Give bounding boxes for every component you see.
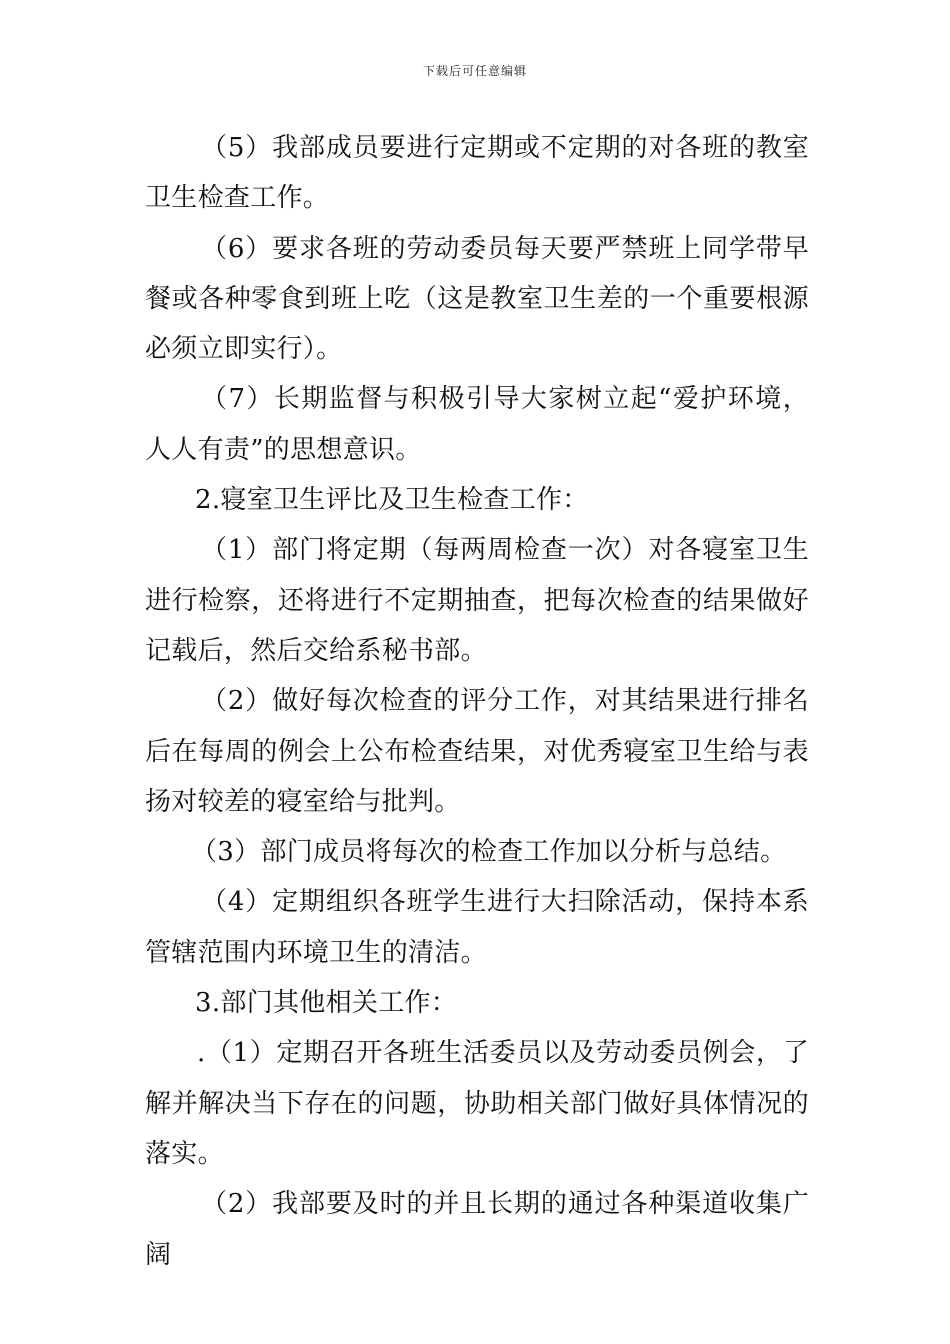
paragraph-dorm-item-2: （2）做好每次检查的评分工作，对其结果进行排名后在每周的例会上公布检查结果，对优秀寝室卫生给与表扬对较差的寝室给与批判。: [145, 686, 809, 817]
paragraph-dorm-item-3: （3）部门成员将每次的检查工作加以分析与总结。: [191, 837, 787, 868]
section-heading-other-work: 3.部门其他相关工作：: [195, 988, 458, 1019]
document-body: [145, 123, 809, 1280]
paragraph-other-item-1: .（1）定期召开各班生活委员以及劳动委员例会，了解并解决当下存在的问题，协助相关部门做好具体情况的落实。: [145, 1038, 809, 1169]
page-header-note: 下载后可任意编辑: [422, 64, 527, 78]
paragraph-dorm-item-1: （1）部门将定期（每两周检查一次）对各寝室卫生进行检察，还将进行不定期抽查，把每次检查的结果做好记载后，然后交给系秘书部。: [145, 535, 809, 666]
paragraph-other-item-2: （2）我部要及时的并且长期的通过各种渠道收集广阔: [145, 1189, 809, 1270]
paragraph-item-5: （5）我部成员要进行定期或不定期的对各班的教室卫生检查工作。: [145, 133, 809, 214]
paragraph-dorm-item-4: （4）定期组织各班学生进行大扫除活动，保持本系管辖范围内环境卫生的清洁。: [145, 887, 809, 968]
paragraph-item-7: （7）长期监督与积极引导大家树立起“爱护环境，人人有责”的思想意识。: [145, 384, 809, 465]
section-heading-dorm-hygiene: 2.寝室卫生评比及卫生检查工作：: [195, 485, 589, 516]
paragraph-item-6: （6）要求各班的劳动委员每天要严禁班上同学带早餐或各种零食到班上吃（这是教室卫生差的一个重要根源必须立即实行）。: [145, 233, 809, 365]
